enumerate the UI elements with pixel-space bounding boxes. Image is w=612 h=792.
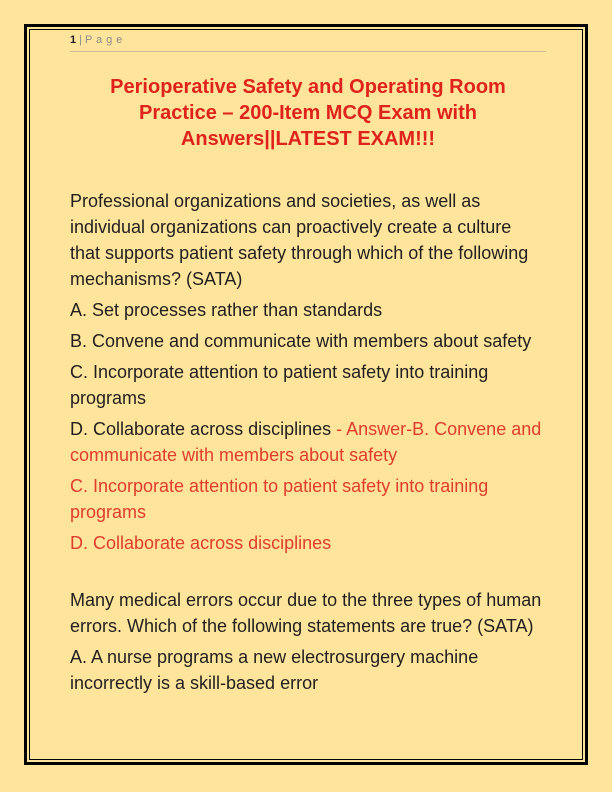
blank-line-spacer xyxy=(70,561,546,587)
page-border-frame xyxy=(24,24,588,765)
question1-option-c: C. Incorporate attention to patient safety into training programs xyxy=(70,362,489,408)
question1-answer-inline: - Answer-B. Convene and communicate with members about safety xyxy=(70,419,542,465)
page-header-label: Page xyxy=(84,34,127,46)
question1-answer-line-d: D. Collaborate across disciplines xyxy=(70,533,332,553)
question1-option-b: B. Convene and communicate with members about safety xyxy=(70,331,532,351)
document-title: Perioperative Safety and Operating Room Practice – 200-Item MCQ Exam with Answers||LATEST EXAM!!! xyxy=(110,76,506,150)
page-border-inner-frame xyxy=(29,29,583,760)
question1-option-a: A. Set processes rather than standards xyxy=(70,300,383,320)
page-header-separator: | xyxy=(79,34,82,46)
page-header xyxy=(70,34,546,52)
question1-answer-line-c: C. Incorporate attention to patient safety into training programs xyxy=(70,476,489,522)
question2-option-a: A. A nurse programs a new electrosurgery machine incorrectly is a skill-based error xyxy=(70,647,479,693)
question1-option-d-text: D. Collaborate across disciplines xyxy=(70,419,337,439)
page-number: 1 xyxy=(70,34,77,46)
question1-stem: Professional organizations and societies, as well as individual organizations can proactively create a culture that supports patient safety through which of the following mechanisms? (SATA) xyxy=(70,191,529,289)
question2-stem: Many medical errors occur due to the three types of human errors. Which of the following statements are true? (SATA) xyxy=(70,590,542,636)
question1-option-d-with-answer xyxy=(70,416,546,468)
